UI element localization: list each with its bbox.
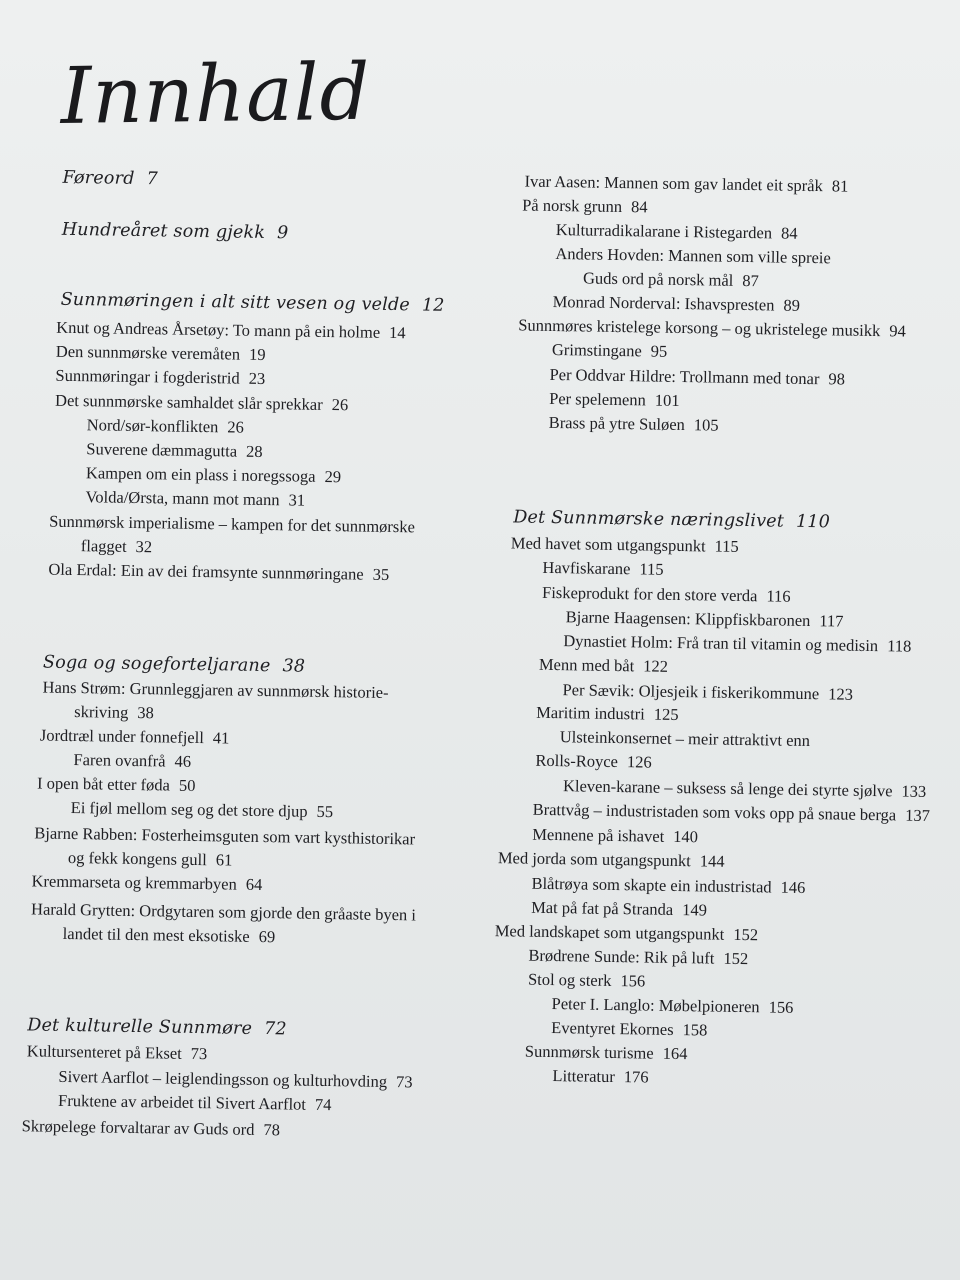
toc-entry-title: Det Sunnmørske næringslivet: [513, 507, 785, 532]
toc-entry: [27, 1041, 208, 1064]
toc-entry: [56, 342, 266, 365]
toc-entry-title: Mennene på ishavet: [532, 824, 665, 846]
toc-entry-title: Stol og sterk: [527, 969, 612, 990]
toc-section-heading: [61, 290, 445, 316]
toc-page-number: 31: [288, 490, 306, 510]
toc-page-number: 110: [795, 511, 831, 533]
toc-right-column: [489, 0, 949, 1087]
toc-entry: [556, 220, 798, 244]
toc-entry: [74, 702, 154, 723]
toc-page-number: 89: [783, 295, 801, 315]
toc-entry: [528, 970, 645, 992]
toc-page-number: 69: [258, 926, 276, 947]
toc-page-number: 9: [276, 223, 289, 244]
toc-entry-title: Grimstingane: [551, 339, 642, 361]
toc-entry-title: Med landskapet som utgangspunkt: [494, 921, 725, 944]
toc-page-number: 26: [331, 395, 349, 415]
toc-entry: [56, 318, 406, 343]
toc-entry-title: Kleven-karane – suksess så lenge dei styrte sjølve: [562, 776, 893, 801]
toc-entry-title: Kremmarseta og kremmarbyen: [31, 871, 237, 894]
toc-entry-title: Eventyret Ekornes: [551, 1018, 674, 1039]
toc-page-number: 146: [780, 877, 806, 898]
toc-entry: [531, 874, 805, 898]
toc-entry-title: Sivert Aarflot – leiglendingsson og kulturhovding: [58, 1066, 388, 1091]
toc-entry: [42, 678, 388, 703]
toc-entry-title: Knut og Andreas Årsetøy: To mann på ein holme: [56, 317, 381, 342]
toc-entry-title: Med havet som utgangspunkt: [510, 533, 706, 556]
toc-entry: [68, 848, 233, 871]
toc-entry: [518, 315, 906, 341]
toc-entry-title: Suverene dæmmagutta: [86, 439, 238, 461]
toc-entry: [37, 773, 196, 795]
toc-page-number: 164: [662, 1043, 688, 1064]
toc-entry-title: Volda/Ørsta, mann mot mann: [85, 487, 280, 510]
toc-entry: [511, 533, 739, 557]
toc-section-heading: [27, 1015, 287, 1039]
toc-entry: [71, 798, 334, 822]
toc-page-number: 19: [248, 344, 266, 364]
toc-entry-title: Kulturradikalarane i Ristegarden: [555, 220, 773, 243]
toc-page-number: 28: [245, 441, 263, 461]
toc-page-number: 144: [699, 851, 725, 871]
toc-entry-title: I open båt etter føda: [36, 773, 171, 795]
toc-entry: [539, 655, 668, 677]
toc-entry: [549, 413, 719, 436]
toc-entry: [86, 463, 341, 487]
toc-page-number: 14: [388, 322, 406, 343]
toc-entry: [528, 946, 748, 969]
page-title: Innhald: [60, 47, 372, 142]
toc-page-number: 32: [135, 536, 153, 557]
toc-page-number: 123: [828, 684, 854, 704]
toc-page-number: 84: [630, 197, 648, 217]
toc-page-number: 73: [190, 1043, 208, 1064]
toc-page-number: 72: [263, 1019, 287, 1040]
toc-entry: [63, 924, 276, 947]
toc-entry: [55, 391, 348, 416]
toc-page-number: 41: [212, 728, 230, 748]
toc-page-number: 152: [723, 948, 749, 969]
toc-entry-title: Nord/sør-konflikten: [86, 415, 219, 437]
toc-entry: [536, 703, 679, 725]
toc-entry: [498, 848, 725, 872]
toc-entry-title: Fruktene av arbeidet til Sivert Aarflot: [57, 1090, 307, 1114]
toc-entry-title: Mat på fat på Stranda: [531, 897, 674, 919]
toc-page-number: 152: [733, 924, 759, 945]
toc-page-number: 46: [174, 751, 192, 771]
toc-entry: [563, 776, 926, 802]
toc-entry-title: Sunnmørsk turisme: [524, 1041, 654, 1063]
toc-page-number: 61: [215, 850, 233, 870]
toc-page-number: 87: [742, 270, 760, 291]
toc-entry-title: Jordtræl under fonnefjell: [39, 725, 205, 748]
toc-page-number: 133: [901, 781, 927, 801]
toc-entry: [55, 366, 265, 389]
toc-page-number: 149: [682, 900, 708, 920]
toc-entry-title: Ola Erdal: Ein av dei framsynte sunnmøringane: [48, 559, 364, 584]
toc-section-heading: [62, 220, 289, 244]
toc-entry-title: Hundreåret som gjekk: [61, 219, 266, 243]
toc-page-number: 125: [653, 704, 679, 724]
toc-entry-title: Blåtrøya som skapte ein industristad: [531, 873, 772, 897]
toc-entry: [86, 439, 263, 462]
toc-entry-title: Per Sævik: Oljesjeik i fiskerikommune: [562, 680, 820, 704]
toc-entry: [532, 825, 698, 848]
toc-entry: [551, 1018, 707, 1040]
toc-entry-title: landet til den mest eksotiske: [62, 923, 250, 946]
toc-entry-title: Brødrene Sunde: Rik på luft: [528, 945, 715, 968]
toc-entry-title: Per spelemenn: [549, 388, 646, 410]
toc-page-number: 98: [828, 369, 846, 389]
toc-page-number: 118: [887, 636, 912, 656]
toc-entry: [34, 823, 415, 849]
toc-page-number: 115: [639, 559, 664, 579]
toc-entry: [531, 898, 707, 921]
toc-entry: [522, 195, 648, 217]
toc-entry-title: Litteratur: [552, 1066, 615, 1087]
toc-entry-title: Sunnmøres kristelege korsong – og ukristelege musikk: [518, 315, 881, 341]
toc-page-number: 115: [714, 536, 739, 556]
toc-entry-title: Dynastiet Holm: Frå tran til vitamin og medisin: [563, 631, 879, 656]
toc-entry: [58, 1091, 332, 1115]
toc-entry-title: Guds ord på norsk mål: [582, 268, 734, 290]
toc-entry-title: Per Oddvar Hildre: Trollmann med tonar: [549, 364, 820, 389]
toc-entry: [48, 560, 389, 585]
toc-entry: [555, 244, 831, 268]
toc-entry-title: Peter I. Langlo: Møbelpioneren: [551, 994, 760, 1017]
toc-section-heading: [62, 168, 158, 189]
toc-entry: [583, 268, 759, 291]
toc-entry-title: Maritim industri: [536, 702, 645, 724]
toc-entry-title: Fiskeprodukt for den store verda: [541, 582, 758, 606]
toc-page-number: 29: [324, 466, 342, 487]
toc-page-number: 26: [227, 417, 245, 437]
toc-entry-title: På norsk grunn: [522, 195, 623, 217]
toc-entry: [525, 1042, 688, 1065]
toc-page-number: 116: [766, 586, 791, 606]
toc-entry: [87, 415, 244, 437]
toc-entry: [49, 512, 415, 538]
toc-entry: [560, 727, 810, 751]
toc-entry-title: Ulsteinkonsernet – meir attraktivt enn: [559, 727, 811, 751]
toc-page-number: 7: [146, 169, 159, 190]
toc-page-number: 156: [620, 971, 646, 991]
toc-entry-title: Rolls-Royce: [535, 750, 619, 772]
toc-page-number: 78: [263, 1120, 281, 1140]
toc-entry-title: Hans Strøm: Grunnleggjaren av sunnmørsk historie-: [42, 677, 389, 702]
toc-section-heading: [513, 507, 830, 532]
toc-entry: [566, 607, 844, 631]
toc-entry: [542, 558, 663, 580]
toc-entry-title: Med jorda som utgangspunkt: [497, 848, 692, 871]
toc-entry-title: skriving: [74, 702, 129, 722]
toc-entry: [73, 750, 191, 772]
toc-entry-title: Havfiskarane: [542, 557, 631, 579]
toc-entry-title: Sunnmørsk imperialisme – kampen for det sunnmørske: [49, 511, 416, 537]
toc-entry: [533, 800, 931, 826]
toc-entry-title: Brass på ytre Suløen: [548, 412, 686, 435]
toc-entry: [551, 994, 793, 1018]
toc-entry-title: Menn med båt: [538, 654, 635, 676]
toc-entry-title: Føreord: [62, 167, 135, 189]
toc-entry: [31, 871, 262, 895]
toc-entry-title: Monrad Norderval: Ishavspresten: [552, 291, 775, 315]
toc-entry: [58, 1067, 412, 1093]
toc-entry-title: Det kulturelle Sunnmøre: [27, 1015, 253, 1039]
toc-page-number: 12: [421, 295, 445, 316]
toc-entry: [562, 680, 853, 705]
toc-entry-title: Skrøpelege forvaltarar av Guds ord: [21, 1116, 255, 1139]
toc-entry-title: flagget: [80, 536, 127, 556]
toc-entry: [549, 389, 680, 411]
toc-page-number: 140: [673, 826, 699, 847]
toc-page-number: 105: [693, 415, 719, 435]
toc-page-number: 35: [372, 564, 390, 584]
toc-page-number: 64: [245, 874, 263, 895]
toc-entry-title: Anders Hovden: Mannen som ville spreie: [555, 244, 831, 268]
toc-entry-title: Ei fjøl mellom seg og det store djup: [70, 797, 308, 821]
toc-section-heading: [43, 653, 306, 677]
toc-entry: [553, 292, 801, 316]
toc-page-number: 122: [643, 656, 669, 676]
toc-entry-title: Harald Grytten: Ordgytaren som gjorde den gråaste byen i: [30, 899, 417, 925]
toc-entry-title: Brattvåg – industristaden som voks opp på snaue berga: [532, 799, 897, 825]
toc-entry: [31, 899, 416, 925]
toc-page-number: 176: [623, 1067, 649, 1087]
toc-page-number: 117: [819, 611, 844, 631]
toc-page-number: 81: [831, 176, 849, 196]
toc-page-number: 74: [314, 1094, 332, 1115]
toc-page-number: 73: [395, 1072, 413, 1092]
toc-entry: [40, 726, 230, 749]
toc-entry: [542, 583, 791, 607]
toc-entry-title: Det sunnmørske samhaldet slår sprekkar: [54, 390, 323, 414]
toc-entry-title: Sunnmøringen i alt sitt vesen og velde: [60, 289, 411, 316]
toc-page-number: 38: [282, 656, 306, 677]
toc-entry: [563, 631, 911, 656]
toc-entry: [524, 172, 848, 197]
toc-page-number: 38: [137, 703, 154, 723]
toc-page-number: 55: [316, 801, 334, 822]
toc-entry-title: Den sunnmørske veremåten: [55, 341, 241, 364]
toc-entry-title: Ivar Aasen: Mannen som gav landet eit språk: [524, 171, 823, 196]
toc-entry-title: Soga og sogeforteljarane: [42, 652, 271, 677]
toc-page-number: 95: [650, 341, 668, 361]
toc-page-number: 158: [682, 1020, 708, 1040]
toc-page-number: 23: [248, 368, 266, 388]
toc-entry-title: Bjarne Haagensen: Klippfiskbaronen: [565, 607, 811, 631]
toc-entry-title: Bjarne Rabben: Fosterheimsguten som vart kysthistorikar: [34, 823, 416, 849]
toc-entry-title: Sunnmøringar i fogderistrid: [55, 365, 240, 388]
toc-page-number: 50: [178, 775, 196, 795]
toc-entry-title: og fekk kongens gull: [67, 847, 207, 870]
toc-entry-title: Kampen om ein plass i noregssoga: [85, 463, 316, 486]
toc-page-number: 126: [626, 752, 652, 772]
toc-entry: [22, 1116, 281, 1140]
toc-page-number: 84: [780, 223, 798, 243]
toc-entry: [549, 365, 845, 390]
toc-entry: [81, 536, 153, 557]
toc-page-number: 156: [768, 997, 794, 1017]
toc-page-number: 101: [654, 390, 680, 410]
toc-entry: [535, 751, 652, 773]
toc-entry: [495, 921, 759, 945]
toc-entry: [552, 340, 668, 362]
toc-entry: [552, 1066, 648, 1088]
toc-entry-title: Kultursenteret på Ekset: [26, 1041, 182, 1063]
toc-page-number: 137: [905, 805, 931, 825]
toc-entry: [85, 487, 305, 510]
toc-page-number: 94: [889, 321, 906, 341]
toc-entry-title: Faren ovanfrå: [73, 750, 166, 771]
